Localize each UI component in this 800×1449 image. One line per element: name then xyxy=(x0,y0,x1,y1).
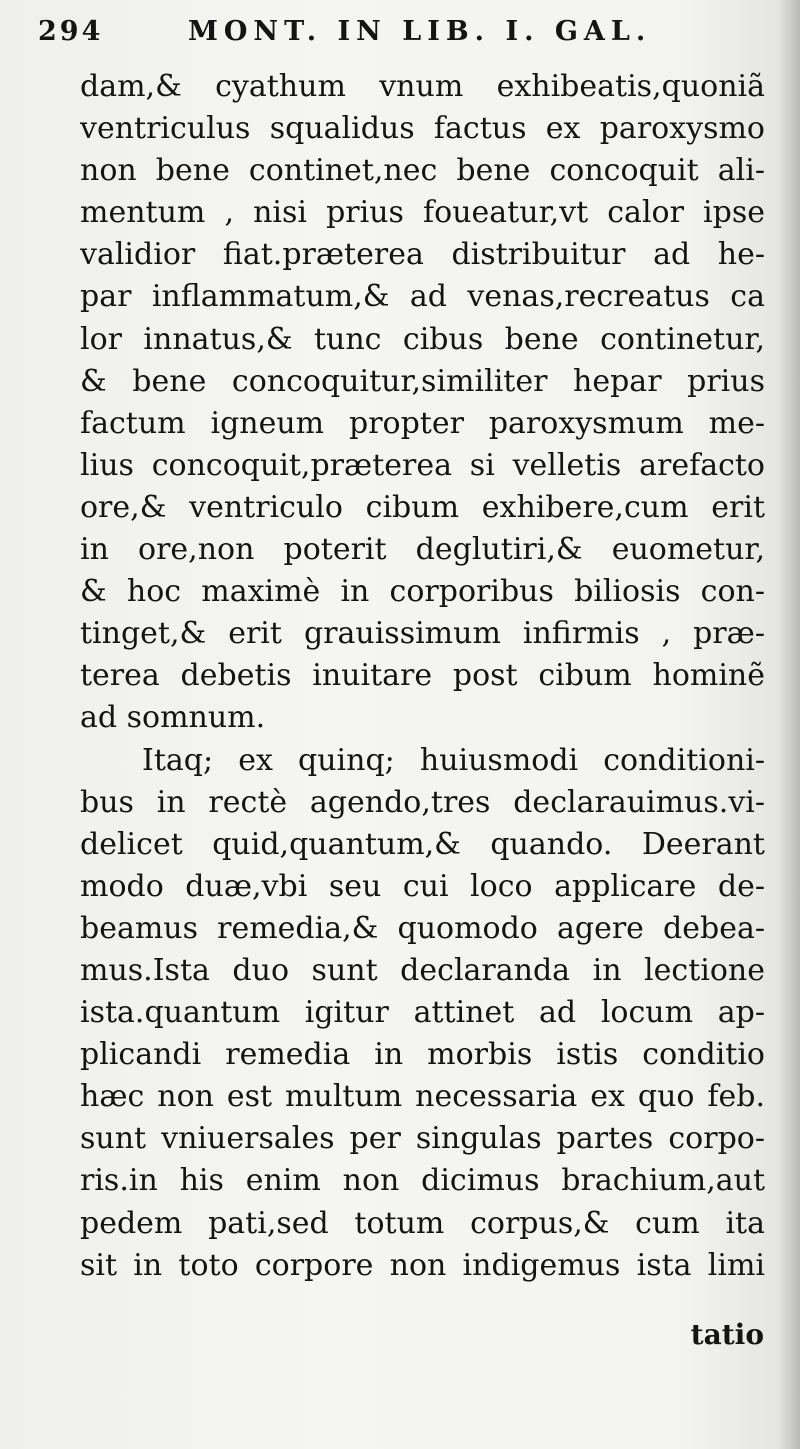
text-line: modo duæ,vbi seu cui loco applicare de- xyxy=(80,868,765,904)
text-line: dam,& cyathum vnum exhibeatis,quoniã xyxy=(80,69,765,104)
text-line: beamus remedia,& quomodo agere debea- xyxy=(80,910,765,946)
running-head xyxy=(38,12,678,52)
text-line: validior fiat.præterea distribuitur ad he- xyxy=(80,237,765,273)
text-line: lius concoquit,præterea si velletis arefacto xyxy=(80,447,765,483)
text-line: ore,& ventriculo cibum exhibere,cum erit xyxy=(80,489,765,525)
text-line: & bene concoquitur,similiter hepar prius xyxy=(80,363,765,399)
paragraph-start-line: Itaq; ex quinq; huiusmodi conditioni- xyxy=(142,742,765,778)
text-line: sunt vniuersales per singulas partes corpo- xyxy=(80,1121,765,1157)
text-line: ris.in his enim non dicimus brachium,aut xyxy=(80,1163,765,1199)
page-edge-shadow xyxy=(778,0,800,1449)
text-line: factum igneum propter paroxysmum me- xyxy=(80,405,765,441)
text-line: & hoc maximè in corporibus biliosis con- xyxy=(80,574,765,610)
text-line: ista.quantum igitur attinet ad locum ap- xyxy=(80,995,765,1031)
text-line: bus in rectè agendo,tres declarauimus.vi- xyxy=(80,784,765,820)
body-text xyxy=(80,66,765,1287)
paragraph-end-line: ad somnum. xyxy=(80,700,266,736)
text-line: hæc non est multum necessaria ex quo feb. xyxy=(80,1079,765,1115)
text-line: tinget,& erit grauissimum infirmis , præ- xyxy=(80,616,765,652)
text-line: par inflammatum,& ad venas,recreatus ca xyxy=(80,279,765,315)
text-line: mus.Ista duo sunt declaranda in lectione xyxy=(80,952,765,988)
text-line: non bene continet,nec bene concoquit ali- xyxy=(80,153,765,189)
text-line: sit in toto corpore non indigemus ista limi xyxy=(80,1247,765,1283)
text-line: delicet quid,quantum,& quando. Deerant xyxy=(80,826,765,862)
text-line: lor innatus,& tunc cibus bene continetur, xyxy=(80,321,765,357)
text-line: pedem pati,sed totum corpus,& cum ita xyxy=(80,1205,765,1241)
text-line: ventriculus squalidus factus ex paroxysmo xyxy=(80,111,765,147)
text-line: in ore,non poterit deglutiri,& euometur, xyxy=(80,532,765,568)
page-number: 294 xyxy=(38,16,104,47)
text-line: mentum , nisi prius foueatur,vt calor ipse xyxy=(80,195,765,231)
catchword: tatio xyxy=(690,1318,764,1351)
running-title: MONT. IN LIB. I. GAL. xyxy=(188,16,652,47)
text-line: terea debetis inuitare post cibum hominẽ xyxy=(80,658,765,694)
text-line: plicandi remedia in morbis istis conditio xyxy=(80,1037,765,1073)
